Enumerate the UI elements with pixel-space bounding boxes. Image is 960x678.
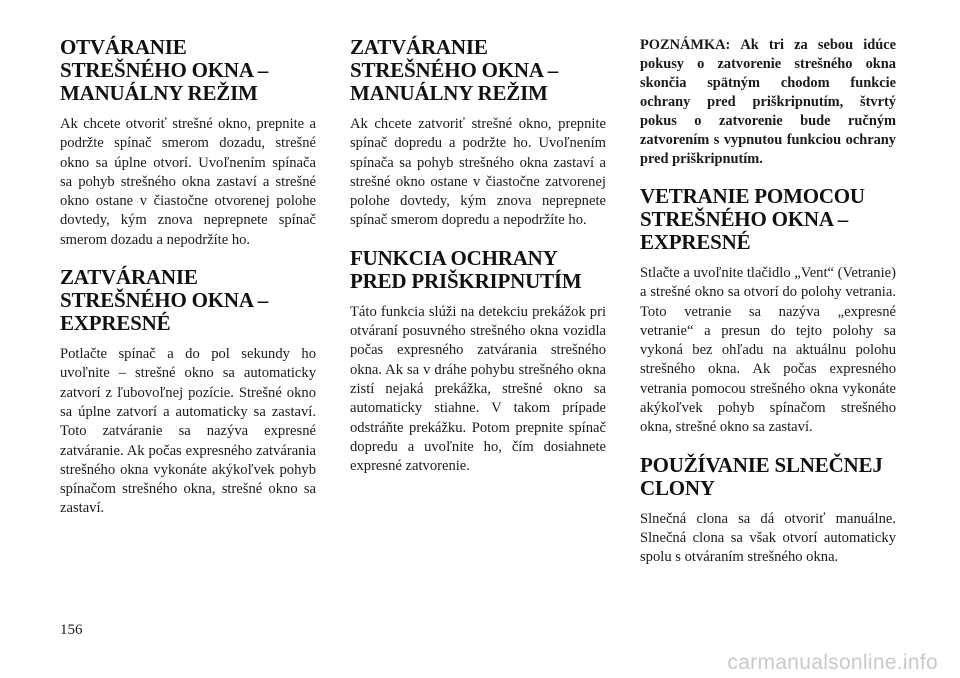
section-body: Stlačte a uvoľnite tlačidlo „Vent“ (Vetranie) a strešné okno sa otvorí do polohy vetrania. Toto vetranie sa nazýva „expresné vetranie“ a presun do tejto polohy sa vykoná bez ohľadu na aktuálnu polohu strešného okna. Ak počas expresného vetrania pomocou strešného okna vykonáte akýkoľvek pohyb spínačom strešného okna, strešné okno sa zastaví. <box>640 265 896 436</box>
section-heading: POUŽÍVANIE SLNEČNEJ CLONY <box>640 452 883 500</box>
section-body: Potlačte spínač a do pol sekundy ho uvoľnite – strešné okno sa automaticky zatvorí z ľubovoľnej pozície. Strešné okno sa úplne zatvorí a automaticky sa zastaví. Toto zatváranie sa nazýva expresné zatváranie. Ak počas expresného zatvárania strešného okna vykonáte akýkoľvek pohyb spínačom strešného okna, strešné okno sa zastaví. <box>60 346 316 517</box>
section-heading: OTVÁRANIE STREŠNÉHO OKNA – MANUÁLNY REŽIM <box>60 35 269 105</box>
section-heading: ZATVÁRANIE STREŠNÉHO OKNA – MANUÁLNY REŽIM <box>350 35 559 105</box>
section-heading: VETRANIE POMOCOU STREŠNÉHO OKNA – EXPRESNÉ <box>640 184 865 254</box>
column-right <box>640 36 896 584</box>
section-heading: ZATVÁRANIE STREŠNÉHO OKNA – EXPRESNÉ <box>60 265 269 336</box>
section-heading: FUNKCIA OCHRANY PRED PRIŠKRIPNUTÍM <box>350 245 582 293</box>
note-text: Ak tri za sebou idúce pokusy o zatvorenie strešného okna skončia spätným chodom funkcie ochrany pred priškripnutím, štvrtý pokus o zatvorenie bude ručným zatvorením s vypnutou funkciou ochrany pred priškripnutím. <box>640 37 896 167</box>
section-body: Ak chcete otvoriť strešné okno, prepnite a podržte spínač smerom dozadu, strešné okno sa úplne otvorí. Uvoľnením spínača sa pohyb strešného okna zastaví a strešné okno ostane v čiastočne otvorenej polohe dovtedy, kým znova neprepnete spínač smerom dozadu a nepodržíte ho. <box>60 116 316 248</box>
note-label: POZNÁMKA: <box>640 37 731 53</box>
page-number: 156 <box>60 622 83 638</box>
section-body: Táto funkcia slúži na detekciu prekážok pri otváraní posuvného strešného okna vozidla počas expresného zatvárania strešného okna. Ak sa v dráhe pohybu strešného okna zistí nejaká prekážka, strešné okno sa automaticky stiahne. V takom prípade odstráňte prekážku. Potom prepnite spínač dopredu a uvoľnite ho, čím dosiahnete expresné zatvorenie. <box>350 303 606 475</box>
section-body: Ak chcete zatvoriť strešné okno, prepnite spínač dopredu a podržte ho. Uvoľnením spínača sa pohyb strešného okna zastaví a strešné okno ostane v čiastočne zatvorenej polohe dovtedy, kým znova neprepnete spínač smerom dopredu a nepodržíte ho. <box>350 116 606 229</box>
column-left <box>60 36 316 535</box>
watermark-text: carmanualsonline.info <box>727 651 938 674</box>
section-body: Slnečná clona sa dá otvoriť manuálne. Slnečná clona sa však otvorí automaticky spolu s otváraním strešného okna. <box>640 510 896 566</box>
note-block <box>640 36 896 169</box>
column-middle <box>350 36 606 492</box>
